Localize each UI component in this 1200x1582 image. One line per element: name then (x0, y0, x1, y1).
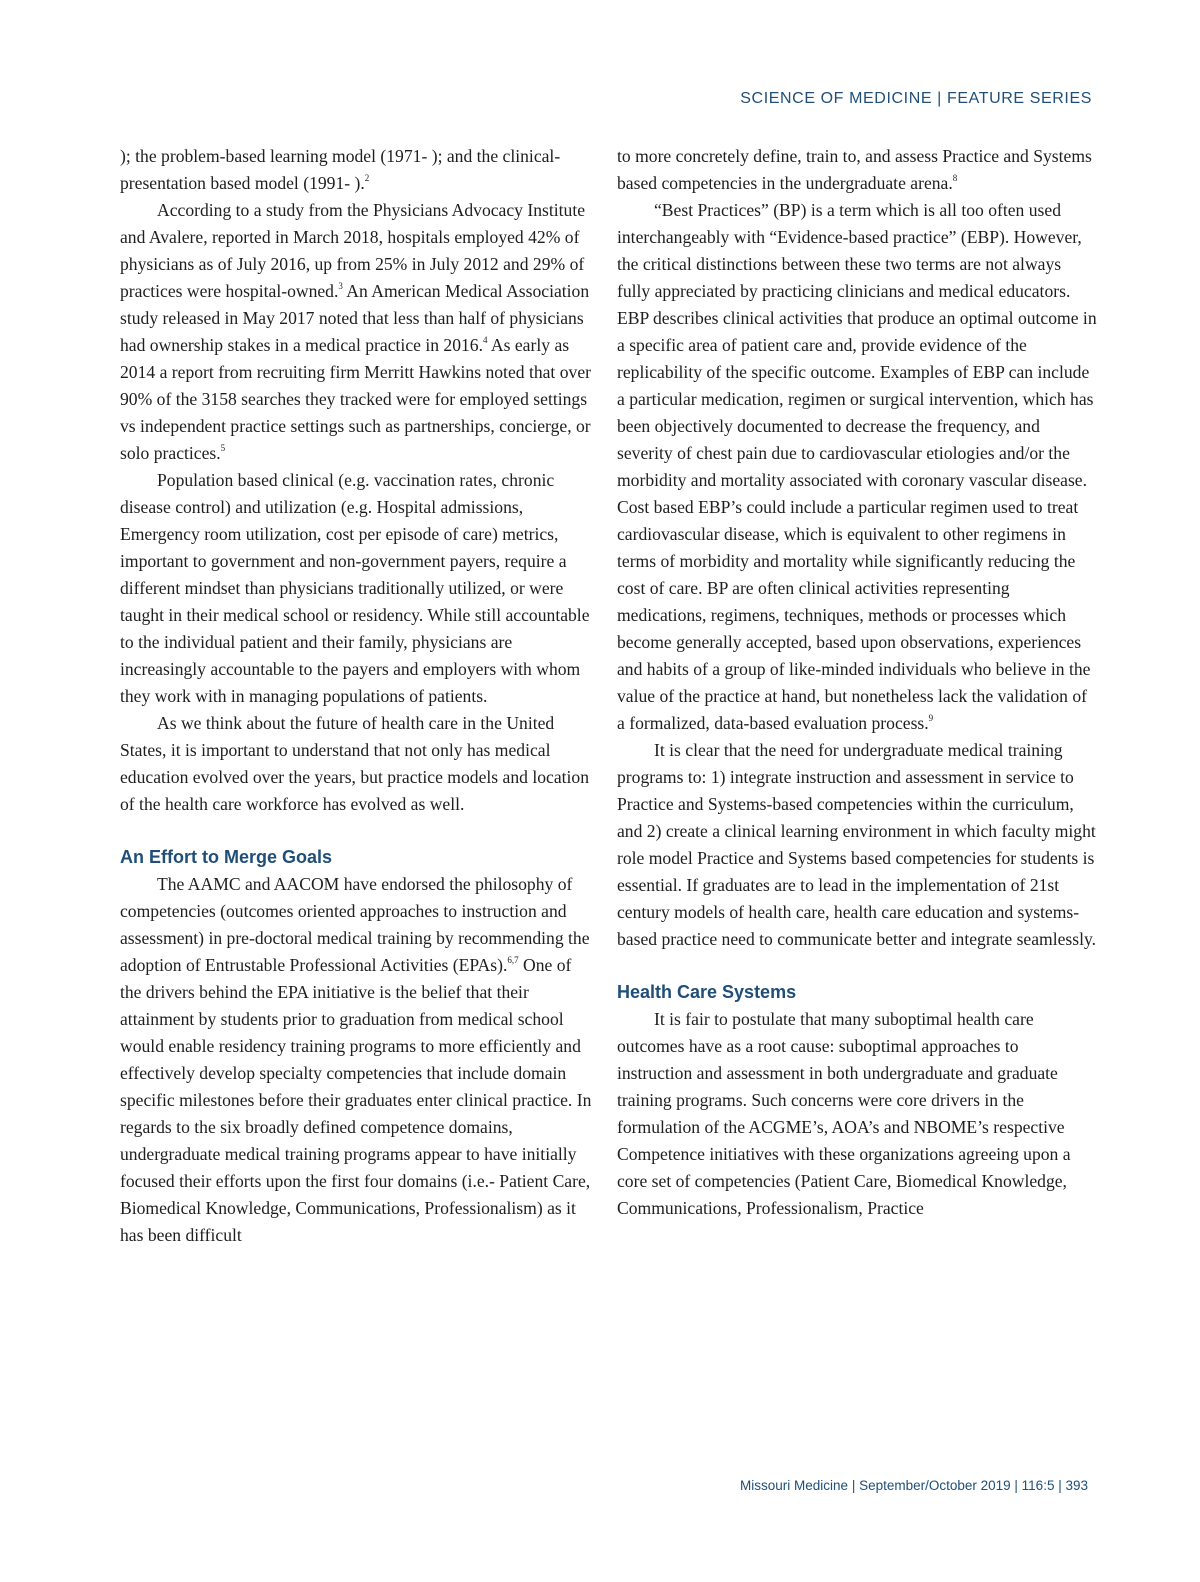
paragraph: As we think about the future of health care in the United States, it is important to understand that not only has medical education evolved over the years, but practice models and location of the health care workforce has evolved as well. (120, 713, 589, 814)
citation-ref: 2 (364, 173, 370, 183)
left-column (120, 143, 595, 1249)
running-header: SCIENCE OF MEDICINE | FEATURE SERIES (740, 90, 1092, 107)
citation-ref: 9 (928, 713, 934, 723)
paragraph: to more concretely define, train to, and assess Practice and Systems based competencies in the undergraduate arena.$^8$ (617, 146, 1092, 193)
citation-ref: 8 (952, 173, 958, 183)
paragraph: It is clear that the need for undergraduate medical training programs to: 1) integrate instruction and assessment in service to Practice and Systems-based competencies within the curriculum, and 2) create a clinical learning environment in which faculty might role model Practice and Systems based competencies for students is essential. If graduates are to lead in the implementation of 21st century models of health care, health care education and systems-based practice need to communicate better and integrate seamlessly. (617, 740, 1097, 949)
page-footer: Missouri Medicine | September/October 2019 | 116:5 | 393 (740, 1478, 1088, 1493)
right-column (617, 143, 1097, 1222)
paragraph: It is fair to postulate that many suboptimal health care outcomes have as a root cause: suboptimal approaches to instruction and assessment in both undergraduate and graduate training programs. Such concerns were core drivers in the formulation of the ACGME’s, AOA’s and NBOME’s respective Competence initiatives with these organizations agreeing upon a core set of competencies (Patient Care, Biomedical Knowledge, Communications, Professionalism, Practice (617, 1009, 1071, 1218)
paragraph: According to a study from the Physicians Advocacy Institute and Avalere, reported in March 2018, hospitals employed 42% of physicians as of July 2016, up from 25% in July 2012 and 29% of practices were hospital-owned.$^3$ An American Medical Association study released in May 2017 noted that less than half of physicians had ownership stakes in a medical practice in 2016.$^4$ As early as 2014 a report from recruiting firm Merritt Hawkins noted that over 90% of the 3158 searches they tracked were for employed settings vs independent practice settings such as partnerships, concierge, or solo practices.$^5$ (120, 200, 591, 463)
citation-ref: 6,7 (507, 955, 519, 965)
section-heading: Health Care Systems (617, 982, 797, 1002)
section-heading: An Effort to Merge Goals (120, 847, 333, 867)
citation-ref: 3 (338, 281, 343, 291)
paragraph: Population based clinical (e.g. vaccination rates, chronic disease control) and utilization (e.g. Hospital admissions, Emergency room utilization, cost per episode of care) metrics, important to government and non-government payers, require a different mindset than physicians traditionally utilized, or were taught in their medical school or residency. While still accountable to the individual patient and their family, physicians are increasingly accountable to the payers and employers with whom they work with in managing populations of patients. (120, 470, 590, 706)
citation-ref: 5 (220, 443, 226, 453)
citation-ref: 4 (483, 335, 488, 345)
paragraph: ); the problem-based learning model (1971- ); and the clinical-presentation based model (1991- ).$^2$ (120, 146, 561, 193)
paragraph: “Best Practices” (BP) is a term which is all too often used interchangeably with “Evidence-based practice” (EBP). However, the critical distinctions between these two terms are not always fully appreciated by practicing clinicians and medical educators. EBP describes clinical activities that produce an optimal outcome in a specific area of patient care and, provide evidence of the replicability of the specific outcome. Examples of EBP can include a particular medication, regimen or surgical intervention, which has been objectively documented to decrease the frequency, and severity of chest pain due to cardiovascular etiologies and/or the morbidity and mortality associated with coronary vascular disease. Cost based EBP’s could include a particular regimen used to treat cardiovascular disease, which is equivalent to other regimens in terms of morbidity and mortality while significantly reducing the cost of care. BP are often clinical activities representing medications, regimens, techniques, methods or processes which become generally accepted, based upon observations, experiences and habits of a group of like-minded individuals who believe in the value of the practice at hand, but nonetheless lack the validation of a formalized, data-based evaluation process.$^9$ (617, 200, 1097, 733)
paragraph: The AAMC and AACOM have endorsed the philosophy of competencies (outcomes oriented approaches to instruction and assessment) in pre-doctoral medical training by recommending the adoption of Entrustable Professional Activities (EPAs).$^{6,7}$ One of the drivers behind the EPA initiative is the belief that their attainment by students prior to graduation from medical school would enable residency training programs to more efficiently and effectively develop specialty competencies that include domain specific milestones before their graduates enter clinical practice. In regards to the six broadly defined competence domains, undergraduate medical training programs appear to have initially focused their efforts upon the first four domains (i.e.- Patient Care, Biomedical Knowledge, Communications, Professionalism) as it has been difficult (120, 874, 592, 1245)
